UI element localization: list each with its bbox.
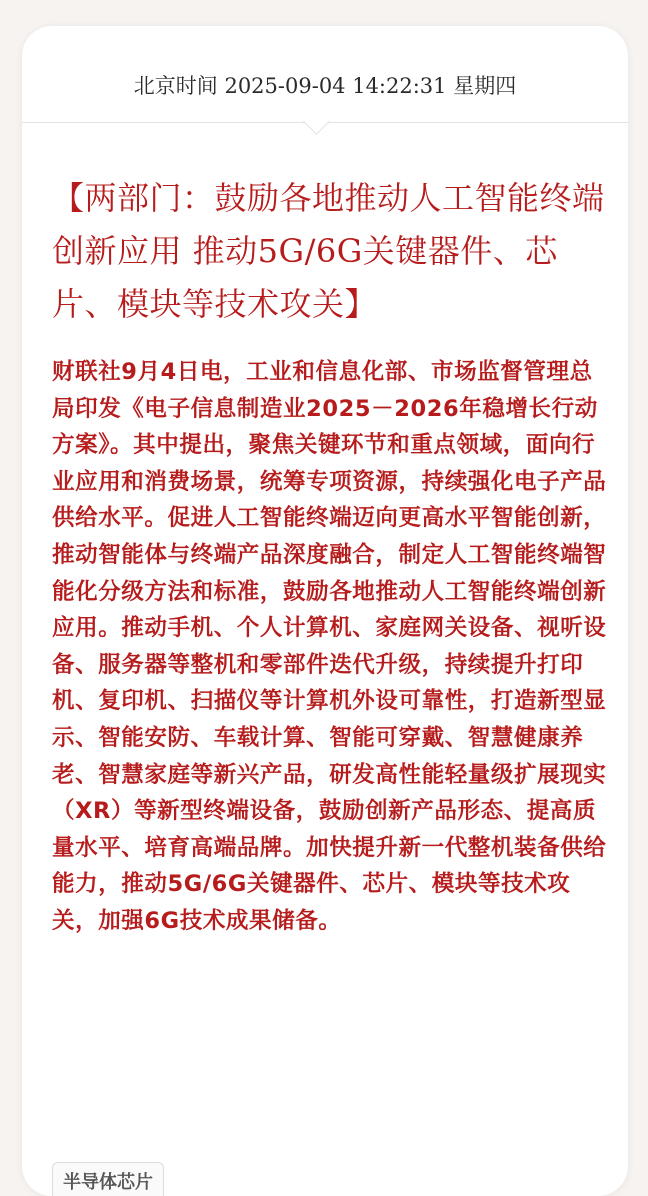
header-pointer-notch — [303, 108, 330, 135]
topic-tag[interactable]: 半导体芯片 — [52, 1162, 164, 1196]
beijing-datetime: 北京时间 2025-09-04 14:22:31 星期四 — [133, 74, 517, 98]
timestamp-header — [22, 26, 628, 123]
news-headline: 【两部门：鼓励各地推动人工智能终端创新应用 推动5G/6G关键器件、芯片、模块等技术攻关】 — [52, 179, 605, 323]
news-card — [22, 26, 628, 1196]
news-body: 财联社9月4日电，工业和信息化部、市场监督管理总局印发《电子信息制造业2025－2026年稳增长行动方案》。其中提出，聚焦关键环节和重点领域，面向行业应用和消费场景，统筹专项资源，持续强化电子产品供给水平。促进人工智能终端迈向更高水平智能创新，推动智能体与终端产品深度融合，制定人工智能终端智能化分级方法和标准，鼓励各地推动人工智能终端创新应用。推动手机、个人计算机、家庭网关设备、视听设备、服务器等整机和零部件迭代升级，持续提升打印机、复印机、扫描仪等计算机外设可靠性，打造新型显示、智能安防、车载计算、智能可穿戴、智慧健康养老、智慧家庭等新兴产品，研发高性能轻量级扩展现实（XR）等新型终端设备，鼓励创新产品形态、提高质量水平、培育高端品牌。加快提升新一代整机装备供给能力，推动5G/6G关键器件、芯片、模块等技术攻关，加强6G技术成果储备。 — [52, 359, 607, 934]
